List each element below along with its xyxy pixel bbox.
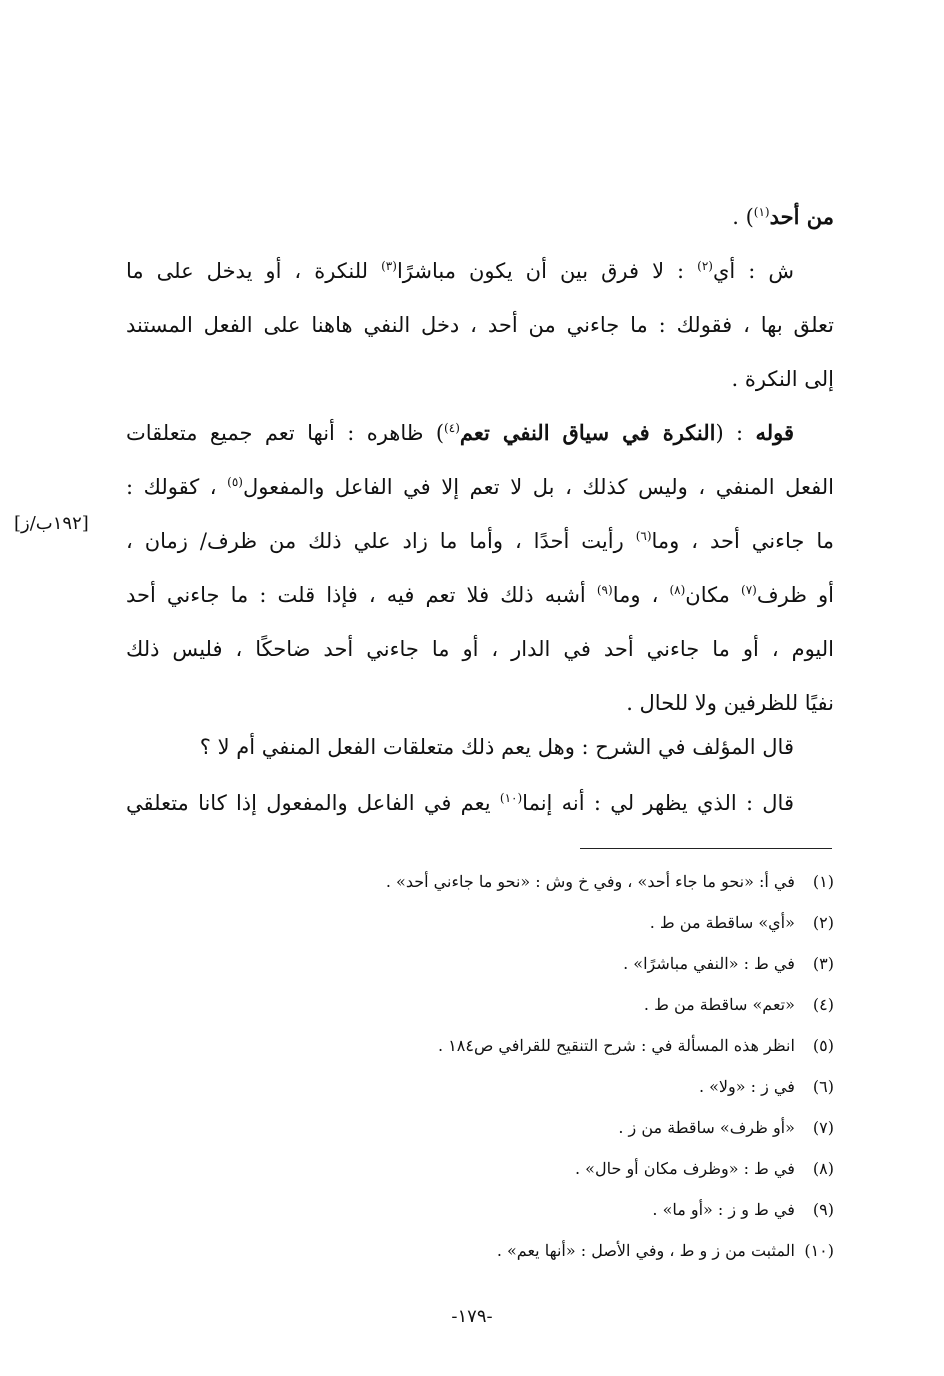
para2-line4: [126, 568, 834, 622]
para4-text: يعم في الفاعل والمفعول إذا كانا متعلقي: [126, 791, 500, 815]
footnote-ref: (٩): [596, 583, 613, 597]
footnote-number: (٤): [812, 995, 834, 1014]
footnote-2: [650, 903, 834, 943]
footnote-text: «أو ظرف» ساقطة من ز .: [618, 1118, 795, 1137]
footnote-ref: (٤): [444, 421, 460, 435]
para2-text: ، وما: [612, 583, 670, 607]
footnote-7: [618, 1108, 834, 1148]
footnote-8: [575, 1149, 834, 1189]
para1-text: للنكرة ، أو يدخل على ما: [126, 259, 382, 283]
footnote-text: في ط : «وظرف مكان أو حال» .: [575, 1159, 795, 1178]
para2-text: : (: [715, 421, 756, 445]
para2-line6: نفيًا للظرفين ولا للحال .: [626, 691, 834, 715]
footnote-10: [497, 1231, 834, 1271]
footnote-divider: [580, 848, 832, 849]
footnote-ref: (٦): [635, 529, 652, 543]
para4-line: [126, 776, 794, 830]
footnote-number: (٨): [812, 1159, 834, 1178]
footnote-number: (٥): [812, 1036, 834, 1055]
para2-line2: [126, 460, 834, 514]
footnote-number: (١٠): [804, 1241, 834, 1260]
para2-text: ، كقولك :: [126, 475, 228, 499]
footnote-text: في ط و ز : «أو ما» .: [652, 1200, 795, 1219]
footnote-number: (٧): [812, 1118, 834, 1137]
opening-line: [126, 190, 834, 244]
footnote-text: في ز : «ولا» .: [698, 1077, 795, 1096]
para2-text: ما جاءني أحد ، وما: [651, 529, 834, 553]
footnote-9: [652, 1190, 834, 1230]
footnote-ref: (٧): [741, 583, 757, 597]
para2-bold: قوله: [755, 420, 794, 445]
para1-text: : لا فرق بين أن يكون مباشرًا: [396, 259, 698, 283]
footnote-ref: (٨): [669, 583, 686, 597]
footnote-number: (١): [812, 872, 834, 891]
footnote-text: «تعم» ساقطة من ط .: [643, 995, 795, 1014]
page-number: -١٧٩-: [451, 1306, 493, 1327]
footnote-ref: (٥): [227, 475, 243, 489]
footnote-5: [438, 1026, 834, 1066]
para2-text: أو ظرف: [756, 583, 834, 607]
para2-text: رأيت أحدًا ، وأما ما زاد علي ذلك من ظرف/ زمان ،: [126, 529, 636, 553]
footnote-text: «أي» ساقطة من ط .: [649, 913, 795, 932]
para1-line1: [126, 244, 794, 298]
para1-line3: إلى النكرة .: [731, 367, 834, 391]
footnote-3: [623, 944, 834, 984]
footnote-ref: (١): [753, 205, 770, 219]
footnote-1: [386, 862, 834, 902]
footnote-ref: (٣): [381, 259, 397, 273]
footnote-text: المثبت من ز و ط ، وفي الأصل : «أنها يعم» .: [496, 1241, 795, 1260]
para1-line2: تعلق بها ، فقولك : ما جاءني من أحد ، دخل النفي هاهنا على الفعل المستند: [126, 313, 834, 337]
para3-line: قال المؤلف في الشرح : وهل يعم ذلك متعلقات الفعل المنفي أم لا ؟: [199, 735, 794, 759]
para4-text: قال : الذي يظهر لي : أنه إنما: [522, 791, 794, 815]
footnote-text: في ط : «النفي مباشرًا» .: [623, 954, 795, 973]
para2-text: مكان: [685, 583, 742, 607]
footnote-number: (٣): [812, 954, 834, 973]
manuscript-margin-note: [١٩٢ب/ز]: [14, 513, 89, 534]
footnote-text: في أ: «نحو ما جاء أحد» ، وفي خ وش : «نحو ما جاءني أحد» .: [385, 872, 795, 891]
footnote-ref: (٢): [697, 259, 713, 273]
para2-line5: اليوم ، أو ما جاءني أحد في الدار ، أو ما جاءني أحد ضاحكًا ، فليس ذلك: [126, 637, 834, 661]
para2-line3: [126, 514, 834, 568]
footnote-text: انظر هذه المسألة في : شرح التنقيح للقرافي ص١٨٤ .: [437, 1036, 795, 1055]
para2-text: أشبه ذلك فلا تعم فيه ، فإذا قلت : ما جاءني أحد: [126, 583, 597, 607]
footnote-number: (٩): [812, 1200, 834, 1219]
opening-closing: ) .: [732, 205, 754, 229]
para1-text: ش : أي: [712, 259, 794, 283]
para2-text: الفعل المنفي ، وليس كذلك ، بل لا تعم إلا في الفاعل والمفعول: [242, 475, 834, 499]
footnote-6: [699, 1067, 834, 1107]
footnote-4: [644, 985, 834, 1025]
footnote-number: (٦): [812, 1077, 834, 1096]
footnote-ref: (١٠): [499, 791, 523, 805]
para2-bold: النكرة في سياق النفي تعم: [459, 420, 716, 445]
opening-bold-text: من أحد: [769, 204, 834, 229]
para2-line1: [126, 406, 794, 460]
footnote-number: (٢): [812, 913, 834, 932]
para2-text: ) ظاهره : أنها تعم جميع متعلقات: [126, 421, 445, 445]
